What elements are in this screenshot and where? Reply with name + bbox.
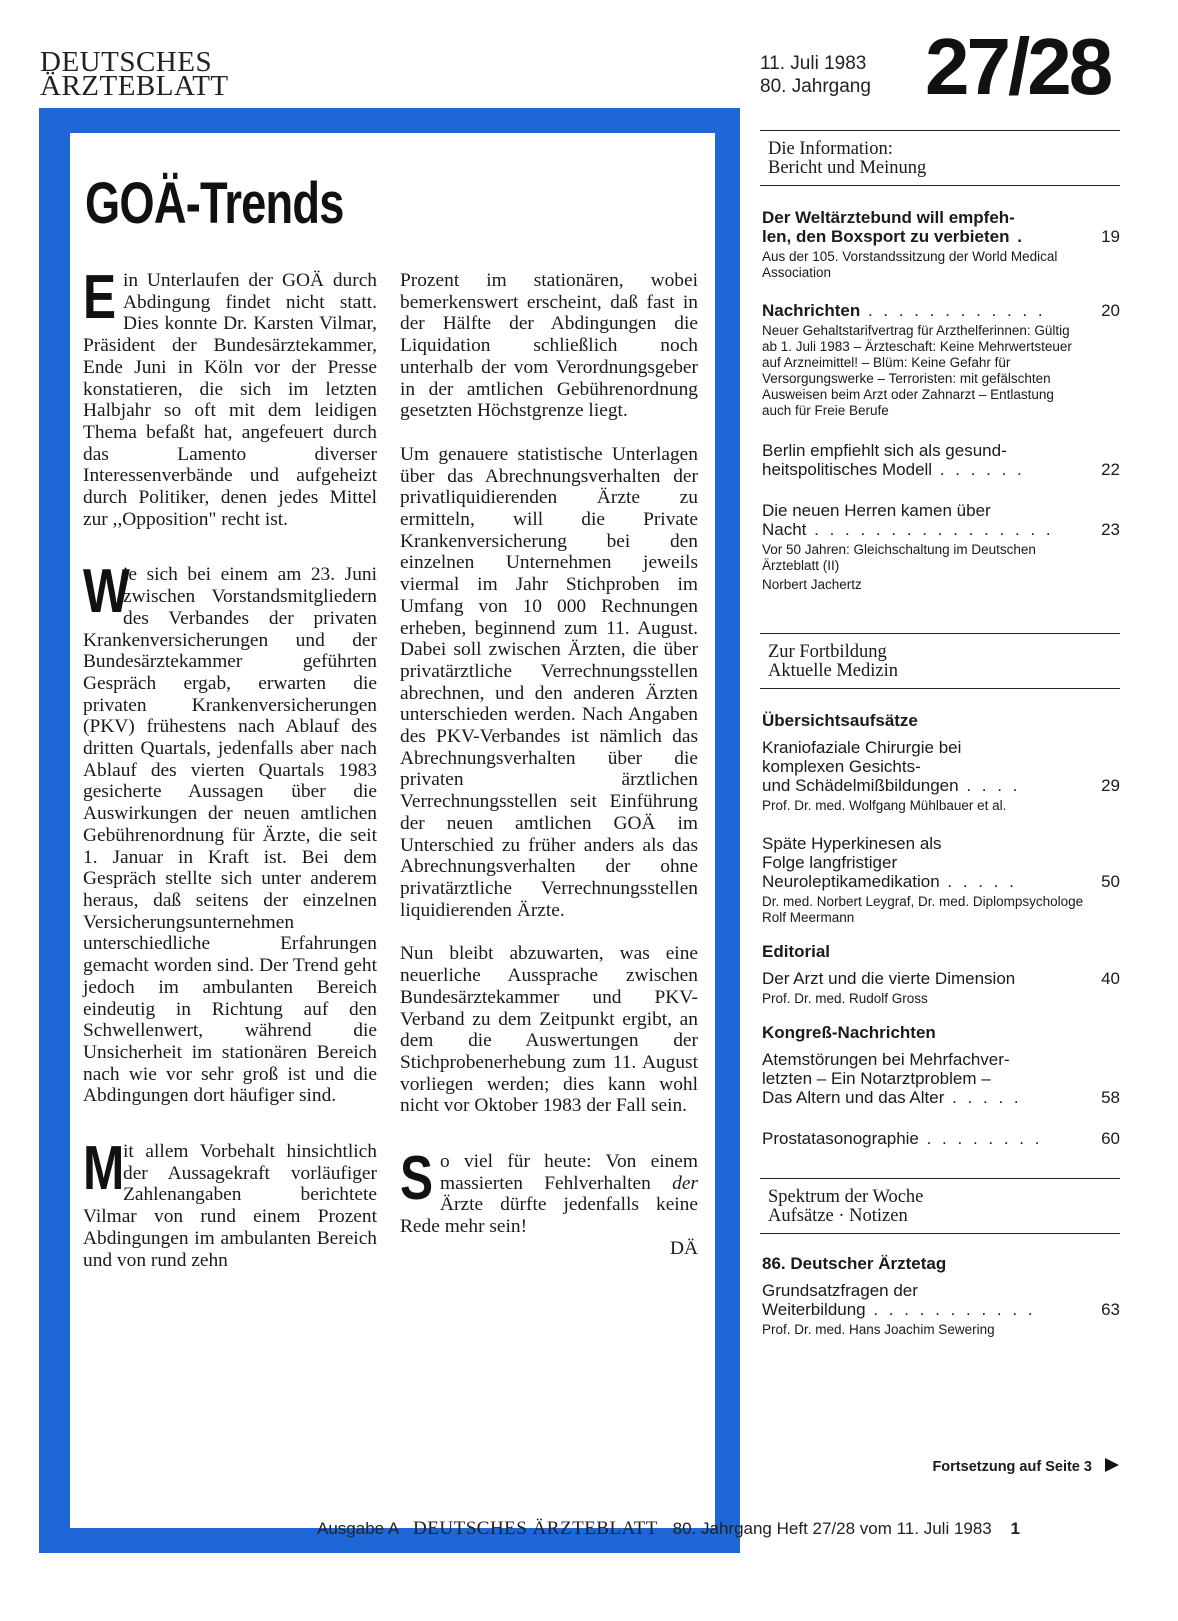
toc-entry[interactable]: Prostatasonographie . . . . . . . . 60 (762, 1129, 1120, 1148)
footer-page-number: 1 (1010, 1519, 1020, 1538)
play-arrow-icon (1104, 1457, 1120, 1477)
article-paragraph: W ie sich bei einem am 23. Juni zwischen Vorstandsmitgliedern des Verbandes der privaten Krankenversicherungen und der Bundesärztekammer geführten Gespräch ergab, erwarten die privaten Krankenversicherungen (PKV) frühestens nach Ablauf des dritten Quartals, jedenfalls aber nach Ablauf des vierten Quartals 1983 gesicherte Aussagen über die Auswirkungen der neuen amtlichen Gebührenordnung für Ärzte, die seit 1. Januar in Kraft ist. Bei dem Gespräch stellte sich unter anderem heraus, daß seitens der einzelnen Versicherungsunternehmen unterschiedliche Erfahrungen gemacht worden sind. Der Trend geht jedoch im ambulanten Bereich eindeutig in Richtung auf den Schwellenwert, während die Unsicherheit im stationären Bereich nach wie vor sehr groß ist und die Abdingungen dort häufiger sind. (83, 557, 377, 1107)
article-paragraph: Um genauere statistische Unterlagen über das Abrechnungsverhalten der privatliquidierenden Ärzte zu ermitteln, will die Private Krankenversicherung bei den einzelnen Unternehmen jeweils viermal im Jahr Stichproben im Umfang von 10 000 Rechnungen erheben, beginnend zum 11. August. Dabei soll zwischen Ärzten, die über privatärztliche Verrechnungsstellen abrechnen, und den anderen Ärzten unterschieden werden. Nach Angaben des PKV-Verbandes ist nämlich das Abrechnungsverhalten über die privaten ärztlichen Verrechnungsstellen seit Einführung der neuen amtlichen GOÄ im Unterschied zu früher anders als das Abrechnungsverhalten der ohne privatärztliche Verrechnungsstellen liquidierenden Ärzte. (400, 443, 698, 921)
toc-subtitle: Dr. med. Norbert Leygraf, Dr. med. Diplompsychologe Rolf Meermann (762, 894, 1084, 925)
toc-section-heading: Die Information: Bericht und Meinung (768, 139, 927, 178)
toc-entry[interactable]: 86. Deutscher Ärztetag Grundsatzfragen der Weiterbildung . . . . . . . . . . . 63 Prof. Dr. med. Hans Joachim Sewering (762, 1254, 1120, 1337)
issue-volume: 80. Jahrgang (760, 76, 871, 97)
toc-page-number: 40 (1101, 969, 1120, 988)
toc-entry[interactable]: Kongreß-Nachrichten Atemstörungen bei Mehrfachver- letzten – Ein Notarztproblem – Das Altern und das Alter . . . . . 58 (762, 1023, 1120, 1107)
issue-date-block (760, 52, 871, 98)
article-paragraph: Prozent im stationären, wobei bemerkenswert erscheint, daß fast in der Hälfte der Abdingungen die Liquidation schließlich noch unterhalb der vom Verordnungsgeber in der amtlichen Gebührenordnung gesetzten Höchstgrenze liegt. (400, 270, 698, 422)
article-signature: DÄ (669, 1237, 698, 1259)
toc-page-number: 60 (1101, 1129, 1120, 1148)
toc-page-number: 20 (1101, 301, 1120, 320)
toc-entry[interactable]: Editorial Der Arzt und die vierte Dimension 40 Prof. Dr. med. Rudolf Gross (762, 942, 1120, 1006)
toc-page-number: 23 (1101, 520, 1120, 539)
toc-entry[interactable]: Berlin empfiehlt sich als gesund- heitspolitisches Modell . . . . . . 22 (762, 441, 1120, 479)
toc-subtitle: Vor 50 Jahren: Gleichschaltung im Deutschen Ärzteblatt (II) (762, 542, 1036, 573)
article-headline: GOÄ-Trends (85, 171, 344, 236)
issue-number: 27/28 (925, 22, 1111, 111)
article-column-2 (400, 270, 698, 1260)
article-column-1 (83, 263, 377, 1293)
toc-entry[interactable]: Späte Hyperkinesen als Folge langfristiger Neuroleptikamedikation . . . . . 50 Dr. med. Norbert Leygraf, Dr. med. Diplompsychologe Rolf Meermann (762, 834, 1120, 925)
table-of-contents (760, 130, 1120, 1475)
drop-cap: W (83, 557, 130, 627)
footer-details: 80. Jahrgang Heft 27/28 vom 11. Juli 1983 (672, 1519, 992, 1538)
toc-subtitle: Neuer Gehaltstarifvertrag für Arzthelferinnen: Gültig ab 1. Juli 1983 – Ärzteschaft: Keine Mehrwertsteuer auf Arzneimittel! – Blüm: Keine Gefahr für Versorgungswerke – Terroristen: mit gefälschten Ausweisen beim Arzt oder Zahnarzt – Entlastung auch für Freie Berufe (762, 323, 1072, 418)
section-rule (760, 185, 1120, 186)
toc-page-number: 58 (1101, 1088, 1120, 1107)
masthead-line1: DEUTSCHES (40, 46, 213, 78)
toc-section-heading: Spektrum der Woche Aufsätze · Notizen (768, 1187, 924, 1226)
toc-page-number: 63 (1101, 1300, 1120, 1319)
toc-entry[interactable]: Nachrichten . . . . . . . . . . . . 20 Neuer Gehaltstarifvertrag für Arzthelferinnen: Gültig ab 1. Juli 1983 – Ärzteschaft: Keine Mehrwertsteuer auf Arzneimittel! – Blüm: Keine Gefahr für Versorgungswerke – Terroristen: mit gefälschten Ausweisen beim Arzt oder Zahnarzt – Entlastung auch für Freie Berufe (762, 301, 1120, 418)
drop-cap: M (83, 1134, 125, 1204)
toc-page-number: 29 (1101, 776, 1120, 795)
toc-page-number: 19 (1101, 227, 1120, 246)
masthead-line2: ÄRZTEBLATT (40, 70, 229, 102)
continue-link[interactable]: Fortsetzung auf Seite 3 (760, 1457, 1120, 1477)
drop-cap: S (400, 1144, 434, 1214)
toc-section-heading: Zur Fortbildung Aktuelle Medizin (768, 642, 898, 681)
toc-page-number: 50 (1101, 872, 1120, 891)
section-rule (760, 688, 1120, 689)
toc-author: Norbert Jachertz (762, 577, 862, 592)
masthead (40, 46, 229, 102)
toc-subtitle: Aus der 105. Vorstandssitzung der World Medical Association (762, 249, 1058, 280)
toc-subtitle: Prof. Dr. med. Rudolf Gross (762, 991, 928, 1006)
page-footer (317, 1518, 1020, 1540)
article-paragraph: M it allem Vorbehalt hinsichtlich der Aussagekraft vorläufiger Zahlenangaben berichtete Vilmar von rund einem Prozent Abdingungen im ambulanten Bereich und von rund zehn (83, 1134, 377, 1271)
toc-entry[interactable]: Die neuen Herren kamen über Nacht . . . . . . . . . . . . . . . . 23 Vor 50 Jahren: Gleichschaltung im Deutschen Ärzteblatt (II) Norbert Jachertz (762, 501, 1120, 592)
toc-entry[interactable]: Der Weltärztebund will empfeh- len, den Boxsport zu verbieten . 19 Aus der 105. Vorstandssitzung der World Medical Association (762, 208, 1120, 280)
drop-cap: E (83, 263, 117, 332)
toc-page-number: 22 (1101, 460, 1120, 479)
article-paragraph: Ein Unterlaufen der GOÄ durch Abdingung findet nicht statt. Dies konnte Dr. Karsten Vilmar, Präsident der Bundesärztekammer, Ende Juni in Köln vor der Presse konstatieren, die sich im letzten Halbjahr so oft mit dem leidigen Thema befaßt hat, angefeuert durch das Lamento diverser Interessenverbände und aufgeheizt durch Politiker, denen jedes Mittel zur ,,Opposition" recht ist. (83, 263, 377, 530)
issue-date: 11. Juli 1983 (760, 53, 867, 74)
toc-subtitle: Prof. Dr. med. Wolfgang Mühlbauer et al. (762, 798, 1007, 813)
toc-entry[interactable]: Übersichtsaufsätze Kraniofaziale Chirurgie bei komplexen Gesichts- und Schädelmißbildungen . . . . 29 Prof. Dr. med. Wolfgang Mühlbauer et al. (762, 711, 1120, 813)
toc-subtitle: Prof. Dr. med. Hans Joachim Sewering (762, 1322, 995, 1337)
footer-brand: DEUTSCHES ÄRZTEBLATT (413, 1518, 658, 1539)
footer-edition: Ausgabe A (317, 1519, 399, 1538)
article-paragraph: So viel für heute: Von einem massierten Fehlverhalten der Ärzte dürfte jedenfalls keine Rede mehr sein! (400, 1144, 698, 1238)
article-paragraph: Nun bleibt abzuwarten, was eine neuerliche Aussprache zwischen Bundesärztekammer und PKV-Verband zu dem Zeitpunkt ergibt, an dem die Auswertungen der Stichprobenerhebung zum 11. August vorliegen werden; dies kann wohl nicht vor Oktober 1983 der Fall sein. (400, 943, 698, 1117)
section-rule (760, 1233, 1120, 1234)
